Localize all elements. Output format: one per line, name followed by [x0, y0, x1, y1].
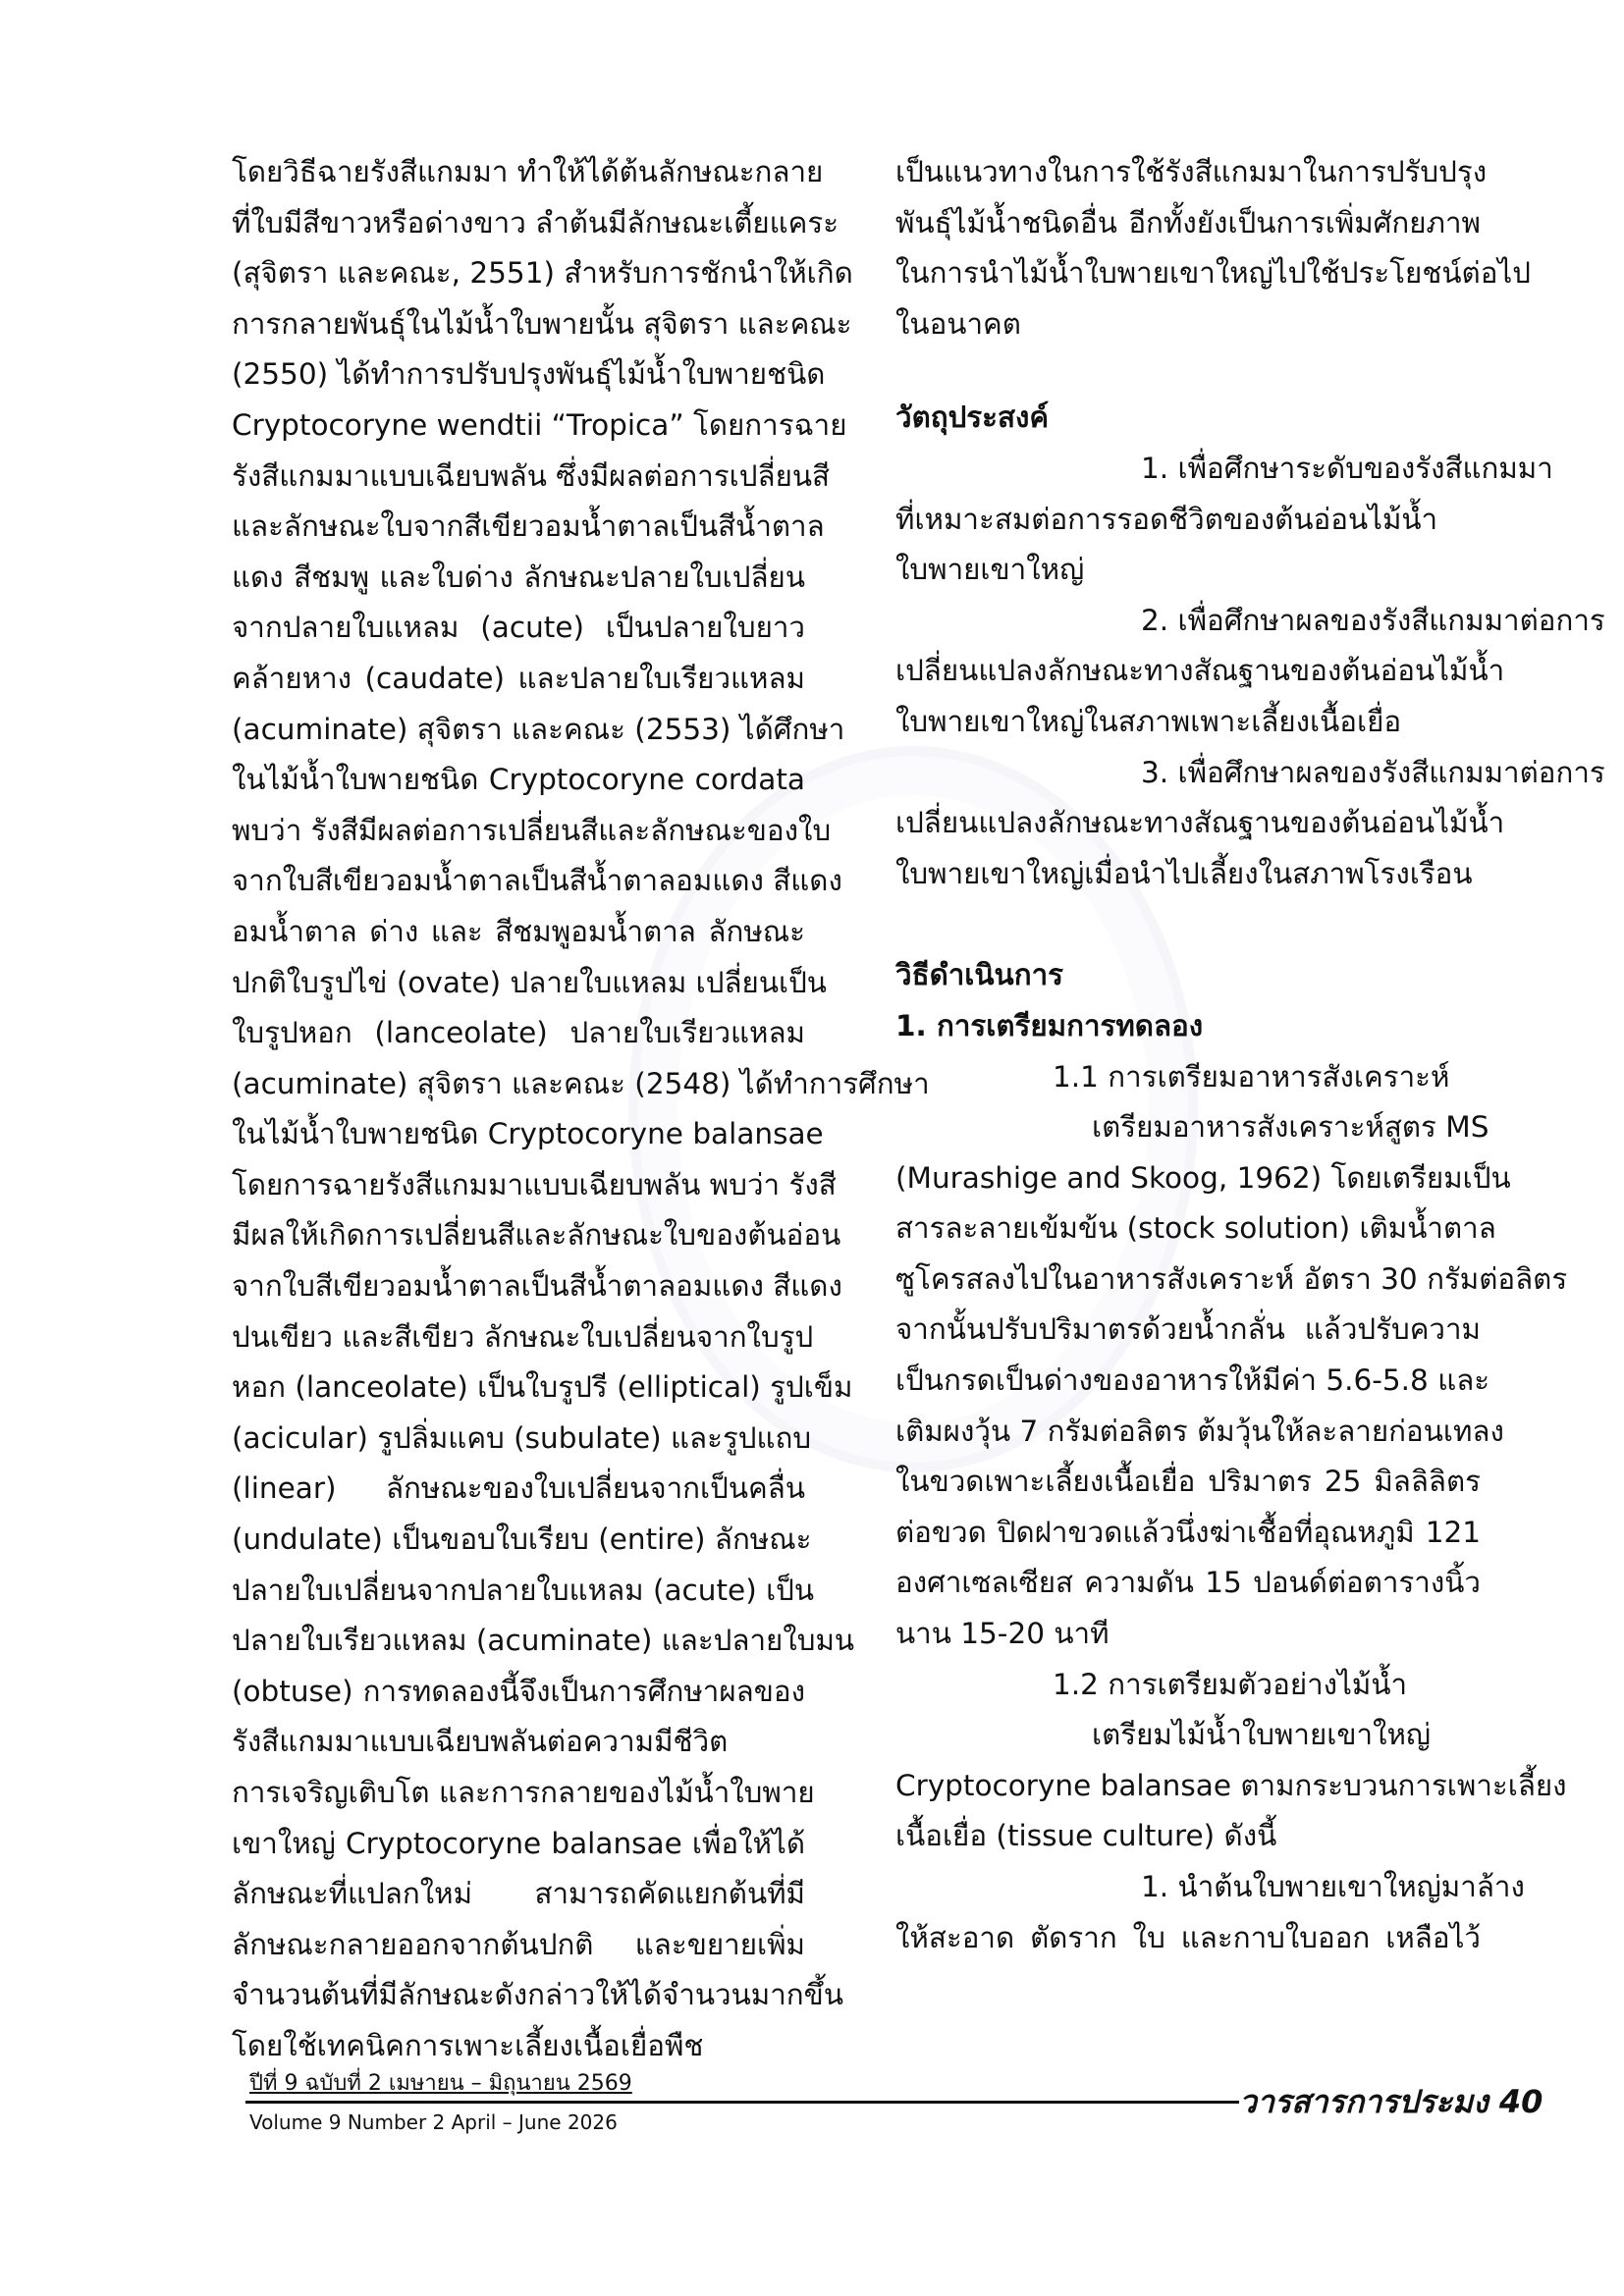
text-line: พบว่า รังสีมีผลต่อการเปลี่ยนสีและลักษณะของใบ	[232, 813, 832, 847]
text-line: ลักษณะที่แปลกใหม่ สามารถคัดแยกต้นที่มี	[232, 1877, 805, 1911]
text-line: องศาเซลเซียส ความดัน 15 ปอนด์ต่อตารางนิ้ว	[895, 1566, 1481, 1600]
text-line: อมน้ำตาล ด่าง และ สีชมพูอมน้ำตาล ลักษณะ	[232, 914, 805, 948]
text-line: เตรียมไม้น้ำใบพายเขาใหญ่	[1092, 1718, 1432, 1752]
text-line: (2550) ได้ทำการปรับปรุงพันธุ์ไม้น้ำใบพายชนิด	[232, 357, 826, 392]
text-line: 2. เพื่อศึกษาผลของรังสีแกมมาต่อการ	[1141, 603, 1605, 637]
text-line: เขาใหญ่ Cryptocoryne balansae เพื่อให้ได้	[232, 1826, 805, 1860]
text-line: ในอนาคต	[895, 306, 1021, 341]
subsection-heading: 1.1 การเตรียมอาหารสังเคราะห์	[1053, 1059, 1450, 1094]
text-line: (Murashige and Skoog, 1962) โดยเตรียมเป็น	[895, 1160, 1511, 1195]
text-line: (undulate) เป็นขอบใบเรียบ (entire) ลักษณะ	[232, 1522, 812, 1557]
text-line: ใบรูปหอก (lanceolate) ปลายใบเรียวแหลม	[232, 1016, 805, 1050]
text-line: (สุจิตรา และคณะ, 2551) สำหรับการชักนำให้เกิด	[232, 256, 853, 291]
text-line: (obtuse) การทดลองนี้จึงเป็นการศึกษาผลของ	[232, 1674, 805, 1708]
text-line: ในการนำไม้น้ำใบพายเขาใหญ่ไปใช้ประโยชน์ต่อไป	[895, 256, 1531, 291]
footer-issue-english: Volume 9 Number 2 April – June 2026	[249, 2110, 618, 2134]
text-line: จำนวนต้นที่มีลักษณะดังกล่าวให้ได้จำนวนมากขึ้น	[232, 1978, 843, 2012]
text-line: เปลี่ยนแปลงลักษณะทางสัณฐานของต้นอ่อนไม้น้ำ	[895, 806, 1505, 840]
text-line: ลักษณะกลายออกจากต้นปกติ และขยายเพิ่ม	[232, 1927, 805, 1961]
text-line: ในไม้น้ำใบพายชนิด Cryptocoryne cordata	[232, 763, 805, 797]
text-line: (acicular) รูปลิ่มแคบ (subulate) และรูปแถบ	[232, 1420, 812, 1455]
text-line: Cryptocoryne wendtii “Tropica” โดยการฉาย	[232, 407, 847, 442]
text-line: เปลี่ยนแปลงลักษณะทางสัณฐานของต้นอ่อนไม้น้ำ	[895, 654, 1505, 688]
text-line: โดยการฉายรังสีแกมมาแบบเฉียบพลัน พบว่า รังสี	[232, 1167, 837, 1201]
text-line: 1. เพื่อศึกษาระดับของรังสีแกมมา	[1141, 451, 1553, 485]
text-line: ใบพายเขาใหญ่ในสภาพเพาะเลี้ยงเนื้อเยื่อ	[895, 704, 1402, 738]
text-line: คล้ายหาง (caudate) และปลายใบเรียวแหลม	[232, 661, 805, 695]
objectives-heading: วัตถุประสงค์	[895, 400, 1050, 435]
text-line: หอก (lanceolate) เป็นใบรูปรี (elliptical) รูปเข็ม	[232, 1370, 853, 1405]
text-line: ให้สะอาด ตัดราก ใบ และกาบใบออก เหลือไว้	[895, 1920, 1481, 1954]
text-line: สารละลายเข้มข้น (stock solution) เติมน้ำตาล	[895, 1211, 1496, 1246]
text-line: การเจริญเติบโต และการกลายของไม้น้ำใบพาย	[232, 1776, 815, 1809]
text-line: ปนเขียว และสีเขียว ลักษณะใบเปลี่ยนจากใบรูป	[232, 1319, 814, 1354]
text-line: มีผลให้เกิดการเปลี่ยนสีและลักษณะใบของต้นอ่อน	[232, 1218, 841, 1253]
right-column	[895, 147, 1605, 1963]
text-line: ซูโครสลงไปในอาหารสังเคราะห์ อัตรา 30 กรัมต่อลิตร	[895, 1261, 1568, 1296]
text-line: ที่ใบมีสีขาวหรือด่างขาว ลำต้นมีลักษณะเตี้ยแคระ	[232, 205, 839, 240]
text-line: ใบพายเขาใหญ่	[895, 553, 1085, 587]
text-line: ที่เหมาะสมต่อการรอดชีวิตของต้นอ่อนไม้น้ำ	[895, 502, 1438, 536]
text-line: จากใบสีเขียวอมน้ำตาลเป็นสีน้ำตาลอมแดง สีแดง	[232, 1269, 842, 1304]
text-line: พันธุ์ไม้น้ำชนิดอื่น อีกทั้งยังเป็นการเพิ่มศักยภาพ	[895, 205, 1481, 240]
text-line: รังสีแกมมาแบบเฉียบพลันต่อความมีชีวิต	[232, 1725, 729, 1759]
text-line: เติมผงวุ้น 7 กรัมต่อลิตร ต้มวุ้นให้ละลายก่อนเทลง	[895, 1414, 1504, 1448]
text-line: โดยวิธีฉายรังสีแกมมา ทำให้ได้ต้นลักษณะกลาย	[232, 155, 824, 188]
text-line: ใบพายเขาใหญ่เมื่อนำไปเลี้ยงในสภาพโรงเรือน	[895, 856, 1473, 890]
text-line: เป็นแนวทางในการใช้รังสีแกมมาในการปรับปรุง	[895, 155, 1488, 188]
text-line: เนื้อเยื่อ (tissue culture) ดังนี้	[895, 1819, 1277, 1853]
text-line: รังสีแกมมาแบบเฉียบพลัน ซึ่งมีผลต่อการเปลี่ยนสี	[232, 458, 831, 493]
text-line: (acuminate) สุจิตรา และคณะ (2548) ได้ทำการศึกษา	[232, 1066, 930, 1100]
text-line: (linear) ลักษณะของใบเปลี่ยนจากเป็นคลื่น	[232, 1471, 805, 1506]
section-heading: 1. การเตรียมการทดลอง	[895, 1008, 1204, 1042]
text-line: โดยใช้เทคนิคการเพาะเลี้ยงเนื้อเยื่อพืช	[232, 2028, 704, 2062]
left-column	[232, 147, 930, 2072]
text-line: ปกติใบรูปไข่ (ovate) ปลายใบแหลม เปลี่ยนเป็น	[232, 965, 827, 999]
text-line: 1. นำต้นใบพายเขาใหญ่มาล้าง	[1141, 1870, 1525, 1903]
subsection-heading: 1.2 การเตรียมตัวอย่างไม้น้ำ	[1053, 1667, 1408, 1701]
text-line: และลักษณะใบจากสีเขียวอมน้ำตาลเป็นสีน้ำตาล	[232, 509, 825, 544]
text-line: ปลายใบเรียวแหลม (acuminate) และปลายใบมน	[232, 1624, 855, 1658]
text-line: จากนั้นปรับปริมาตรด้วยน้ำกลั่น แล้วปรับความ	[895, 1312, 1481, 1347]
text-line: จากปลายใบแหลม (acute) เป็นปลายใบยาว	[232, 611, 805, 645]
text-line: ต่อขวด ปิดฝาขวดแล้วนึ่งฆ่าเชื้อที่อุณหภูมิ 121	[895, 1515, 1481, 1549]
text-line: จากใบสีเขียวอมน้ำตาลเป็นสีน้ำตาลอมแดง สีแดง	[232, 864, 842, 898]
footer-rule	[245, 2101, 1239, 2104]
text-line: Cryptocoryne balansae ตามกระบวนการเพาะเลี้ยง	[895, 1768, 1567, 1802]
text-line: นาน 15-20 นาที	[895, 1617, 1110, 1651]
text-line: ปลายใบเปลี่ยนจากปลายใบแหลม (acute) เป็น	[232, 1573, 815, 1607]
text-line: เตรียมอาหารสังเคราะห์สูตร MS	[1092, 1110, 1489, 1145]
footer-issue-thai: ปีที่ 9 ฉบับที่ 2 เมษายน – มิถุนายน 2569	[249, 2071, 632, 2096]
text-line: 3. เพื่อศึกษาผลของรังสีแกมมาต่อการ	[1141, 755, 1605, 789]
text-line: เป็นกรดเป็นด่างของอาหารให้มีค่า 5.6-5.8 และ	[895, 1363, 1490, 1398]
text-line: ในไม้น้ำใบพายชนิด Cryptocoryne balansae	[232, 1117, 824, 1151]
text-line: แดง สีชมพู และใบด่าง ลักษณะปลายใบเปลี่ยน	[232, 560, 805, 594]
text-line: (acuminate) สุจิตรา และคณะ (2553) ได้ศึกษา	[232, 712, 845, 746]
methods-heading: วิธีดำเนินการ	[895, 958, 1063, 992]
text-line: การกลายพันธุ์ในไม้น้ำใบพายนั้น สุจิตรา และคณะ	[232, 306, 852, 341]
text-line: ในขวดเพาะเลี้ยงเนื้อเยื่อ ปริมาตร 25 มิลลิลิตร	[895, 1465, 1481, 1499]
footer-journal-page: วารสารการประมง 40	[1239, 2083, 1543, 2120]
